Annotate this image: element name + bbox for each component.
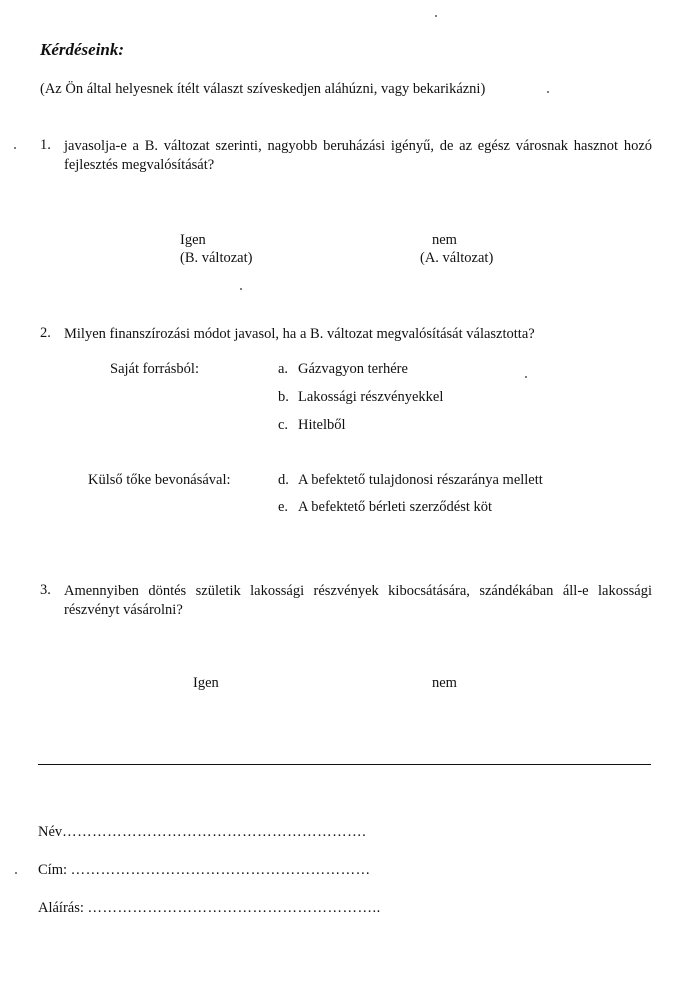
divider-line	[38, 764, 651, 765]
question-number: 3.	[40, 582, 51, 598]
option-c[interactable]	[278, 417, 346, 434]
option-text: Gázvagyon terhére	[298, 361, 408, 377]
scan-speck	[15, 872, 17, 874]
name-field[interactable]	[38, 824, 366, 841]
option-letter: c.	[278, 417, 289, 433]
option-letter: b.	[278, 389, 289, 405]
field-label: Cím:	[38, 862, 68, 878]
field-label: Aláírás:	[38, 900, 84, 916]
option-a[interactable]	[278, 361, 408, 378]
option-letter: a.	[278, 361, 289, 377]
scan-speck	[14, 147, 16, 149]
scan-speck	[435, 15, 437, 17]
option-text: Lakossági részvényekkel	[298, 389, 444, 405]
answer-no-label[interactable]: nem	[432, 675, 457, 691]
field-dots[interactable]: …………………………………………………….	[62, 824, 367, 840]
question-text: Milyen finanszírozási módot javasol, ha a B. változat megvalósítását választotta?	[64, 326, 535, 342]
option-letter: d.	[278, 472, 289, 488]
question-text: Amennyiben döntés születik lakossági részvények kibocsátására, szándékában áll-e lakossági részvényt vásárolni?	[64, 583, 652, 618]
field-dots[interactable]: …………………………………………………..	[87, 900, 381, 916]
answer-no-sub[interactable]: (A. változat)	[420, 250, 494, 266]
question-text: javasolja-e a B. változat szerinti, nagyobb beruházási igényű, de az egész városnak hasznot hozó fejlesztés megvalósítását?	[64, 138, 652, 173]
scan-speck	[525, 376, 527, 378]
question-number: 2.	[40, 325, 51, 341]
answer-yes-label[interactable]: Igen	[180, 232, 206, 248]
option-letter: e.	[278, 499, 289, 515]
answer-yes-sub[interactable]: (B. változat)	[180, 250, 253, 266]
group-label-own-source: Saját forrásból:	[110, 361, 199, 377]
field-label: Név	[38, 824, 63, 840]
scan-speck	[240, 288, 242, 290]
option-d[interactable]	[278, 472, 543, 489]
group-label-external-capital: Külső tőke bevonásával:	[88, 472, 231, 488]
option-text: Hitelből	[298, 417, 346, 433]
question-number: 1.	[40, 137, 51, 153]
field-dots[interactable]: ……………………………………………………	[70, 862, 371, 878]
scan-speck	[547, 91, 549, 93]
answer-no-label[interactable]: nem	[432, 232, 457, 248]
option-text: A befektető bérleti szerződést köt	[298, 499, 493, 515]
option-b[interactable]	[278, 389, 443, 406]
option-text: A befektető tulajdonosi részaránya mellett	[298, 472, 543, 488]
answer-yes-label[interactable]: Igen	[193, 675, 219, 691]
option-e[interactable]	[278, 499, 492, 516]
address-field[interactable]	[38, 862, 371, 879]
instructions: (Az Ön által helyesnek ítélt választ szíveskedjen aláhúzni, vagy bekarikázni)	[40, 81, 486, 97]
signature-field[interactable]	[38, 900, 381, 917]
page-title: Kérdéseink:	[40, 40, 125, 59]
